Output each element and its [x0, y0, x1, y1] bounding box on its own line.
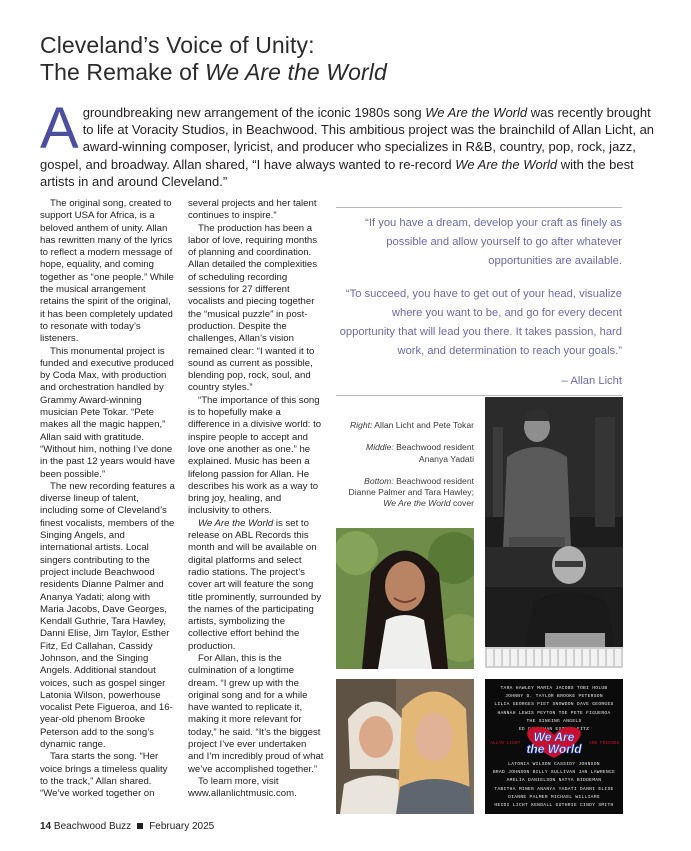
- pull-quote-box: [336, 207, 622, 396]
- pull-quote-1: “If you have a dream, develop your craft as finely as possible and allow yourself to go after whatever opportunities are available.: [365, 217, 622, 267]
- intro-paragraph: [40, 96, 664, 190]
- cover-logo-line-1: We Are: [533, 730, 575, 744]
- article-title: [40, 32, 660, 86]
- cover-artist-list-bottom: [485, 761, 623, 810]
- photo-middle-illustration: [336, 528, 474, 669]
- cover-side-right: AND FRIENDS: [589, 741, 620, 746]
- title-song-name: We Are the World: [205, 59, 387, 85]
- photo-dianne-palmer-and-tara-hawley: [336, 679, 474, 814]
- cover-name-line: HANNAH LEWIS PEYTON TOE PETE FIGUEROA: [497, 710, 611, 716]
- body-column-2: [188, 198, 324, 801]
- photo-allan-licht-and-pete-tokar: [485, 397, 623, 668]
- cover-name-line: LILIA GEORGES PIET SNOWDON DAVE GEORGES: [494, 702, 614, 708]
- cover-name-line: LATONIA WILSON CASSIDY JOHNSON: [508, 762, 600, 767]
- col1-paragraph: Tara starts the song. “Her voice brings a timeless quality to the track,” Allan shared. “We’ve worked together on: [40, 751, 168, 800]
- cover-name-line: JOHNNY D. TAYLOR BROOKE PETERSON: [505, 694, 603, 700]
- caption-right-label: Right:: [349, 420, 373, 430]
- photo-right-illustration: [485, 397, 623, 668]
- cover-name-line: AMELIA DANIELSON NATYA BIDDEMAN: [506, 778, 602, 784]
- caption-middle-label: Middle:: [366, 442, 394, 453]
- col2-paragraph: The production has been a labor of love, requiring months of planning and coordination. Allan detailed the complexities of scheduling recording sessions for 27 different vocalists and piecing together the “musical puzzle” in post-production. Despite the challenges, Allan’s vision remained clear: “I wanted it to sound as current as possible, blending pop, rock, soul, and country styles.”: [188, 222, 318, 394]
- cover-logo-line-2: the World: [526, 742, 582, 756]
- intro-text-3: with the best artists in and around Cleveland.”: [40, 156, 634, 189]
- col2-paragraph: “The importance of this song is to hopefully make a difference in a divisive world: to inspire people to accept and love one another as one.” he explained. Music has been a lifelong passion for Allan. He describes his work as a way to bring joy, healing, and inclusivity to others.: [188, 394, 322, 517]
- cover-name-line: THE SINGING ANGELS: [526, 718, 582, 724]
- cover-name-line: BRAD JOHNSON BILLY SULLIVAN JAN LAWRENCE: [492, 770, 616, 776]
- caption-middle: [336, 442, 474, 465]
- col2-paragraph: [188, 518, 324, 653]
- col1-paragraph: This monumental project is funded and executive produced by Coda Max, with production and orchestration handled by Grammy Award-winning musician Pete Tokar. “Pete makes all the magic happen,” Allan said with gratitude. “Without him, nothing I’ve done in the past 12 years would have been possible.”: [40, 345, 175, 480]
- intro-song-1: We Are the World: [425, 105, 528, 120]
- col2-song-name: We Are the World: [198, 517, 274, 529]
- col2-paragraph: To learn more, visit www.allanlichtmusic.com.: [188, 775, 297, 800]
- caption-bottom-text: Beachwood resident Dianne Palmer and Tara Hawley;: [348, 475, 474, 498]
- pull-quote-2: “To succeed, you have to get out of your head, visualize where you want to be, and go for every decent opportunity that will lead you there. It takes passion, hard work, and determination to reach your goals.”: [339, 288, 622, 357]
- cover-side-left: ALLAN LICHT: [490, 741, 521, 746]
- caption-middle-text: Beachwood resident Ananya Yadati: [393, 442, 474, 464]
- caption-right: [336, 420, 474, 431]
- cover-name-line: ED CALLAHAN ESTHER FITZ: [518, 727, 590, 733]
- title-line-2: [40, 59, 660, 86]
- body-column-1: [40, 198, 176, 801]
- we-are-the-world-cover: [485, 679, 623, 814]
- photo-bottom-illustration: [336, 679, 474, 814]
- cover-name-line: DIANNE PALMER MICHAEL WILLIAMS: [508, 794, 600, 800]
- intro-song-2: We Are the World: [455, 156, 558, 172]
- cover-name-line: HEIDI LICHT KENDALL GUTHRIE CINDY SMITH: [494, 803, 614, 809]
- photo-captions: [336, 420, 474, 521]
- publication-name: Beachwood Buzz: [53, 821, 132, 832]
- square-bullet-icon: [137, 823, 143, 829]
- intro-text-2: was recently brought to life at Voracity Studios, in Beachwood. This ambitious project was the brainchild of Allan Licht, an award-winning composer, lyricist, and producer who specializes in R&B, country, pop, rock, jazz, gospel, and broadway. Allan shared, “I have always wanted to re-record: [40, 105, 655, 172]
- title-line-1: Cleveland’s Voice of Unity:: [40, 32, 315, 58]
- caption-right-text: Allan Licht and Pete Tokar: [372, 420, 474, 430]
- col1-paragraph: The new recording features a diverse lineup of talent, including some of Cleveland’s finest vocalists, members of the Singing Angels, and international artists. Local singers contributing to the project include Beachwood residents Dianne Palmer and Ananya Yadati; along with Maria Jacobs, Dave Georges, Kendall Guthrie, Tara Hawley, Danni Elise, Jim Taylor, Esther Fitz, Ed Callahan, Cassidy Johnson, and the Singing Angels. Additional standout voices, such as gospel singer Latonia Wilson, powerhouse vocalist Pete Figueroa, and 16-year-old phenom Brooke Peterson add to the song’s dynamic range.: [40, 480, 175, 751]
- cover-logo: [485, 725, 623, 764]
- col2-release-text: is set to release on ABL Records this month and will be available on digital platforms and select radio stations. The project’s cover art will feature the song title prominently, surrounded by the names of the participating artists, symbolizing the collective effort behind the production.: [188, 517, 322, 652]
- photo-ananya-yadati: [336, 528, 474, 669]
- page-number: 14: [40, 821, 52, 832]
- title-line-2-prefix: The Remake of: [40, 59, 206, 85]
- caption-bottom-end: cover: [450, 498, 474, 509]
- drop-cap: A: [40, 96, 79, 161]
- col2-paragraph: For Allan, this is the culmination of a longtime dream. “I grew up with the original song and for a while have wanted to replicate it, making it more relevant for today,” he said. “It’s the biggest project I’ve ever undertaken and I’m incredibly proud of what we’ve accomplished together.”: [188, 652, 324, 775]
- issue-date: February 2025: [149, 821, 215, 832]
- page-footer: [40, 821, 214, 832]
- caption-bottom: [336, 476, 474, 510]
- col2-paragraph: several projects and her talent continues to inspire.”: [188, 198, 317, 222]
- caption-bottom-label: Bottom:: [364, 475, 394, 486]
- caption-bottom-song: We Are the World: [383, 498, 451, 509]
- quote-attribution: – Allan Licht: [561, 375, 622, 387]
- intro-text-1: groundbreaking new arrangement of the iconic 1980s song: [82, 105, 426, 120]
- col1-paragraph: The original song, created to support USA for Africa, is a beloved anthem of unity. Allan has rewritten many of the lyrics to reflect a modern message of hope, equality, and coming together as “one people.” While the musical arrangement retains the spirit of the original, it has been completely updated to resonate with today’s listeners.: [40, 198, 174, 345]
- cover-name-line: TABITHA MINER ANANYA YADATI DANNI ELISE: [494, 786, 614, 792]
- heart-icon: [485, 725, 623, 759]
- cover-name-line: TARA HAWLEY MARIA JACOBS TOBI HOLUB: [500, 686, 608, 691]
